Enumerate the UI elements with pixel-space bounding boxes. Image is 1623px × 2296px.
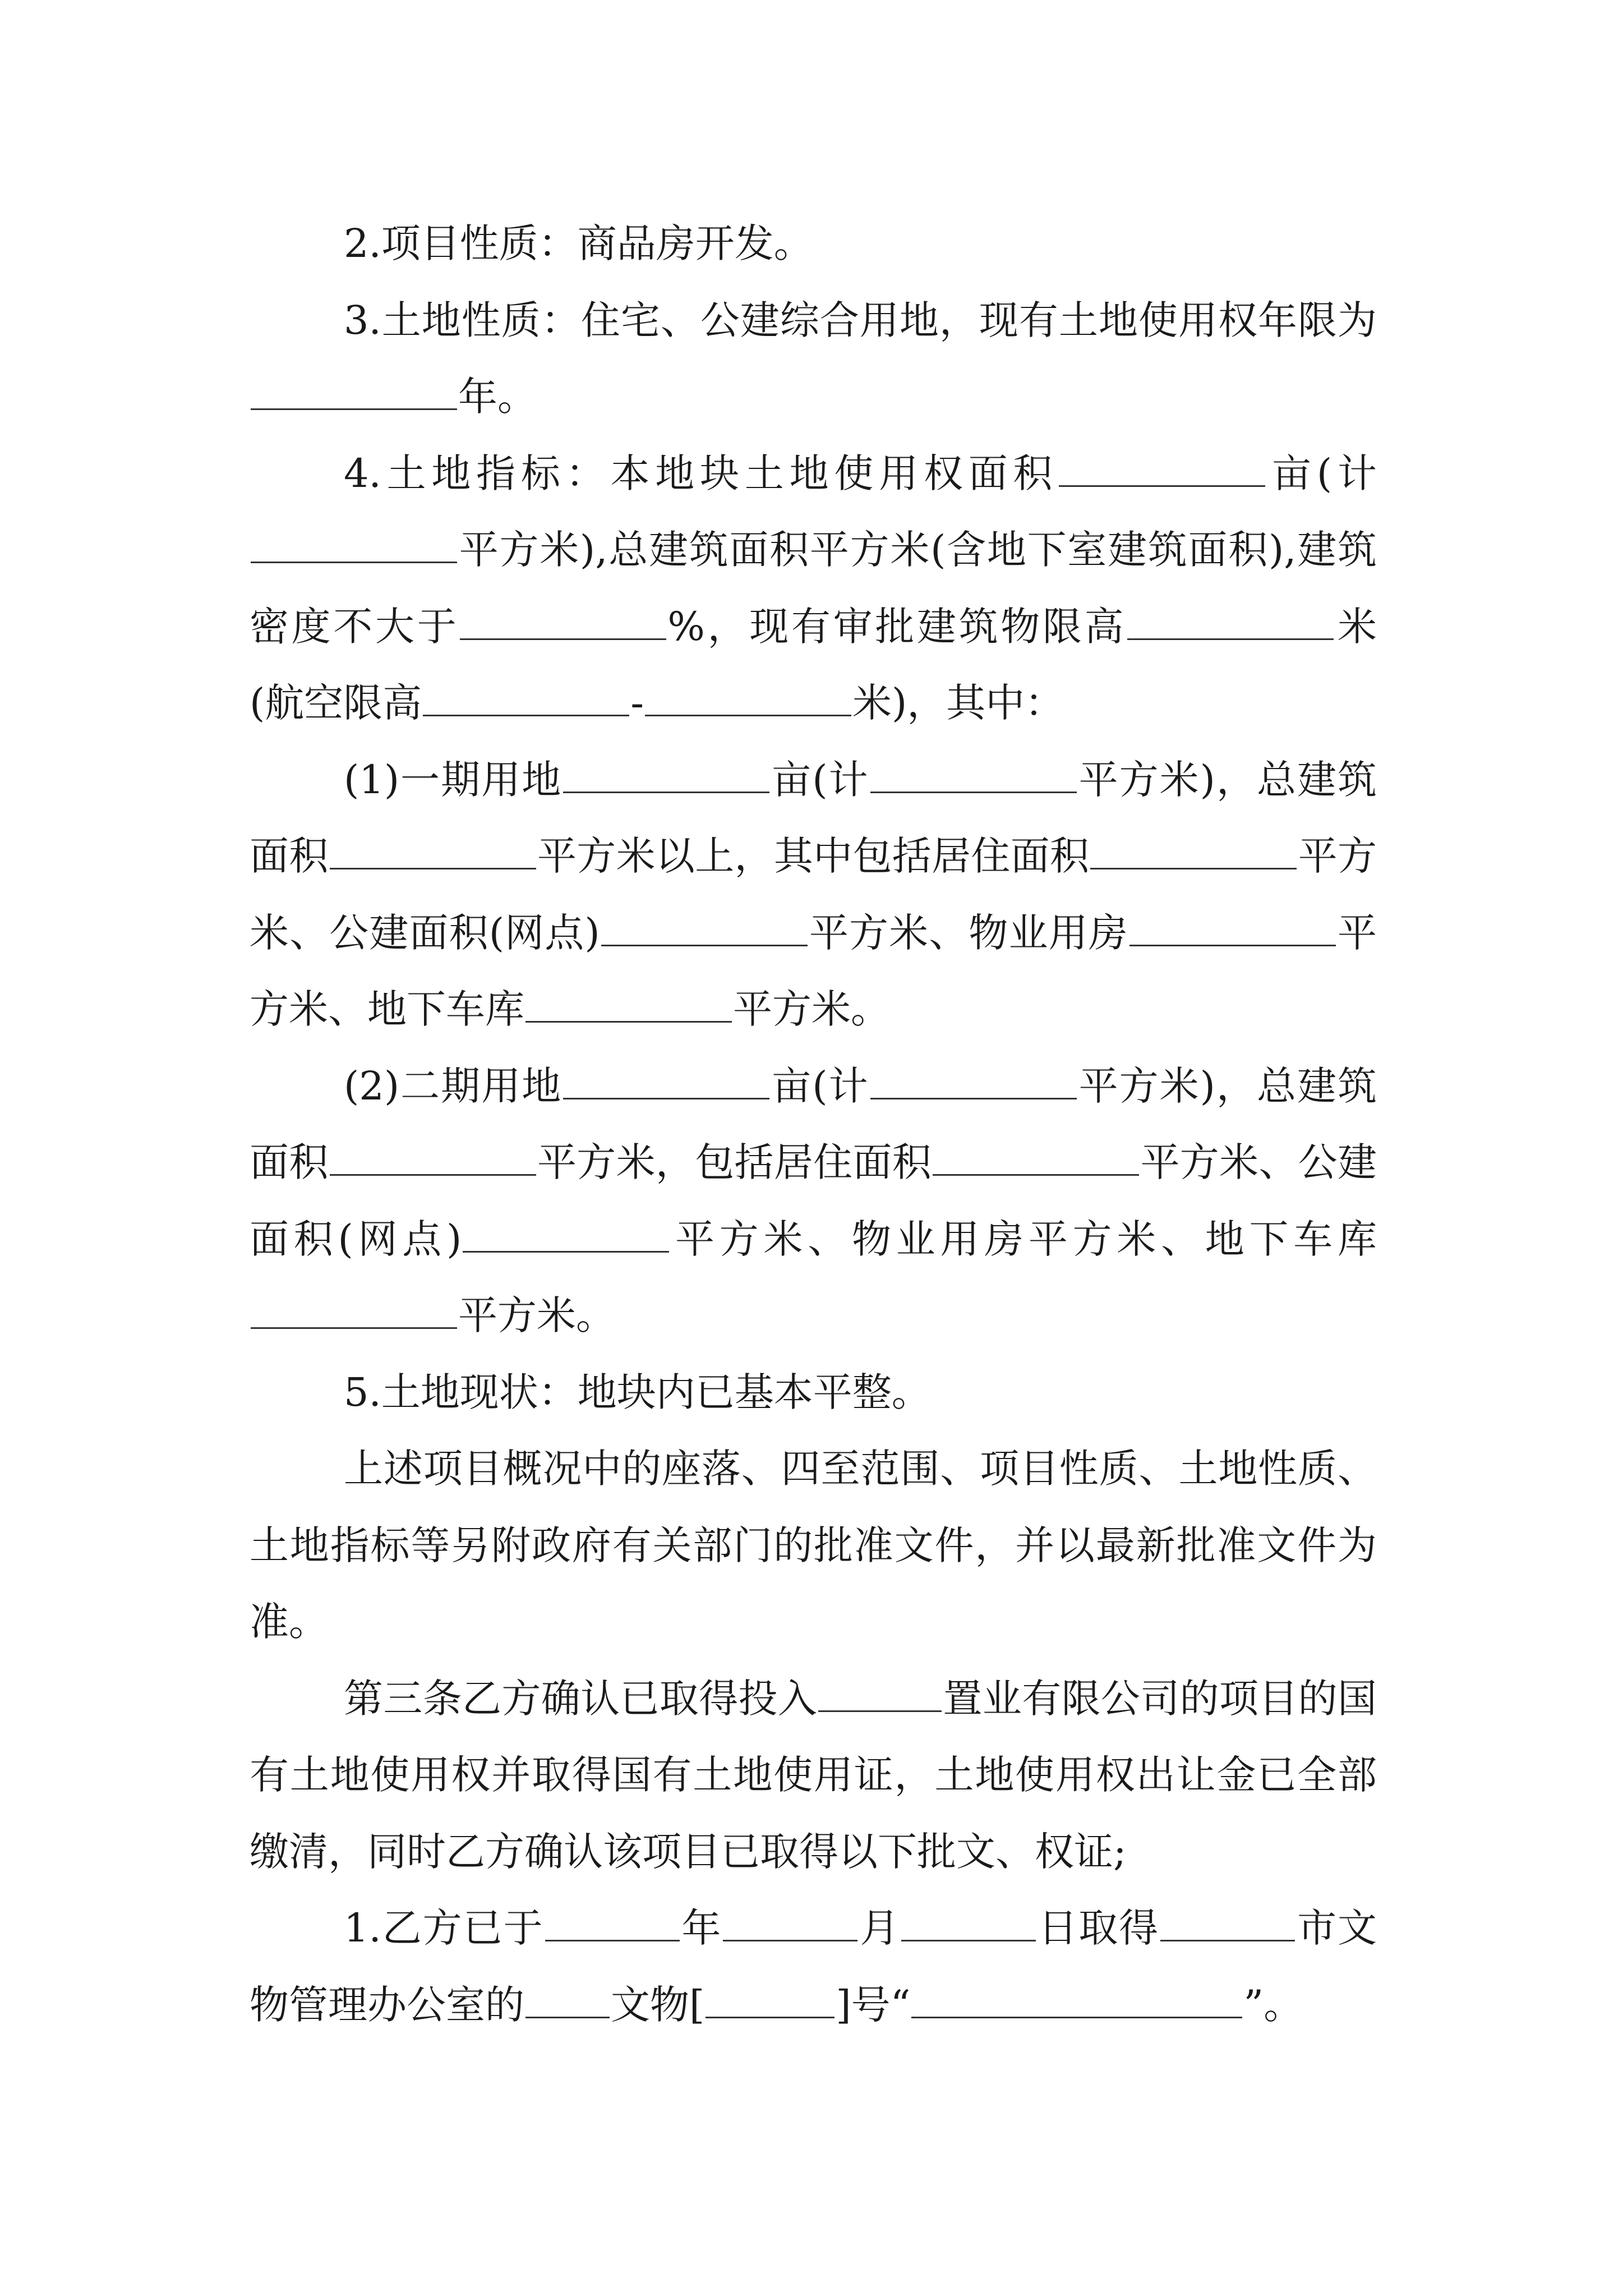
text: 第三条乙方确认已取得投入 bbox=[344, 1675, 818, 1722]
text: 2.项目性质：商品房开发。 bbox=[344, 220, 813, 266]
fill-blank bbox=[330, 831, 536, 869]
text: 4.土地指标：本地块土地使用权面积 bbox=[344, 450, 1058, 496]
text: 平方米),总建筑面积平方米(含地下室建筑面积),建筑密度不大于 bbox=[250, 527, 1377, 650]
paragraph-phase-two bbox=[250, 1048, 1377, 1354]
fill-blank bbox=[251, 371, 457, 410]
text: 置业有限公司的项目的国有土地使用权并取得国有土地使用证，土地使用权出让金已全部缴清，同时乙方确认该项目已取得以下批文、权证; bbox=[250, 1675, 1377, 1875]
fill-blank bbox=[601, 908, 808, 946]
fill-blank bbox=[525, 984, 732, 1023]
text: 平方米、物业用房 bbox=[808, 909, 1128, 956]
fill-blank bbox=[911, 1980, 1242, 2018]
text: 平方米、物业用房平方米、地下车库 bbox=[670, 1216, 1377, 1262]
text: 日取得 bbox=[1037, 1905, 1160, 1951]
fill-blank bbox=[901, 1903, 1036, 1941]
text: ”。 bbox=[1243, 1981, 1303, 2028]
text: 平方米、地下车库 bbox=[250, 909, 1377, 1032]
fill-blank bbox=[1129, 908, 1336, 946]
text: 亩(计 bbox=[1266, 450, 1377, 496]
paragraph-project-nature bbox=[250, 205, 1377, 282]
fill-blank bbox=[563, 754, 769, 793]
fill-blank bbox=[870, 754, 1077, 793]
text: (2)二期用地 bbox=[344, 1062, 562, 1109]
paragraph-approval-one bbox=[250, 1890, 1377, 2043]
fill-blank bbox=[818, 1673, 942, 1712]
fill-blank bbox=[1127, 601, 1334, 640]
text: 年 bbox=[680, 1905, 722, 1951]
fill-blank bbox=[423, 678, 629, 716]
text: 米(航空限高 bbox=[250, 603, 1377, 726]
text: 市文物管理办公室的 bbox=[250, 1905, 1377, 2028]
document-body bbox=[250, 205, 1377, 2043]
text: 平方米、公建面积(网点) bbox=[250, 833, 1377, 956]
text: ]号“ bbox=[836, 1981, 911, 2028]
fill-blank bbox=[706, 1980, 834, 2018]
fill-blank bbox=[460, 601, 666, 640]
fill-blank bbox=[645, 678, 851, 716]
text: 平方米以上，其中包括居住面积 bbox=[537, 833, 1090, 879]
fill-blank bbox=[330, 1137, 536, 1176]
fill-blank bbox=[545, 1903, 680, 1941]
paragraph-overview-note bbox=[250, 1430, 1377, 1660]
fill-blank bbox=[723, 1903, 857, 1941]
fill-blank bbox=[251, 1290, 457, 1329]
fill-blank bbox=[563, 1061, 769, 1099]
text: 1.乙方已于 bbox=[344, 1905, 544, 1951]
fill-blank bbox=[525, 1980, 610, 2018]
text: 平方米)，总建筑面积 bbox=[250, 756, 1377, 879]
fill-blank bbox=[870, 1061, 1077, 1099]
paragraph-land-nature bbox=[250, 282, 1377, 435]
fill-blank bbox=[933, 1137, 1139, 1176]
text: %，现有审批建筑物限高 bbox=[667, 603, 1127, 650]
paragraph-land-indicators bbox=[250, 435, 1377, 742]
paragraph-article-three bbox=[250, 1660, 1377, 1890]
paragraph-phase-one bbox=[250, 742, 1377, 1048]
text: 平方米。 bbox=[733, 986, 890, 1032]
fill-blank bbox=[1059, 448, 1265, 487]
text: - bbox=[630, 680, 644, 726]
text: 月 bbox=[859, 1905, 901, 1951]
text: 年。 bbox=[458, 374, 537, 420]
text: 亩(计 bbox=[771, 756, 869, 803]
text: 亩(计 bbox=[771, 1062, 869, 1109]
text: 上述项目概况中的座落、四至范围、项目性质、土地性质、土地指标等另附政府有关部门的批准文件，并以最新批准文件为准。 bbox=[250, 1446, 1377, 1645]
text: 平方米，包括居住面积 bbox=[537, 1139, 932, 1185]
fill-blank bbox=[251, 524, 457, 563]
text: 平方米、公建面积(网点) bbox=[250, 1139, 1377, 1262]
text: 文物[ bbox=[611, 1981, 705, 2028]
text: 米)，其中： bbox=[852, 680, 1064, 726]
text: (1)一期用地 bbox=[344, 756, 562, 803]
fill-blank bbox=[1090, 831, 1297, 869]
text: 平方米)，总建筑面积 bbox=[250, 1062, 1377, 1185]
text: 3.土地性质：住宅、公建综合用地，现有土地使用权年限为 bbox=[344, 297, 1377, 343]
fill-blank bbox=[463, 1214, 669, 1253]
fill-blank bbox=[1160, 1903, 1295, 1941]
paragraph-land-status bbox=[250, 1354, 1377, 1431]
text: 5.土地现状：地块内已基本平整。 bbox=[344, 1369, 931, 1415]
text: 平方米。 bbox=[458, 1292, 615, 1338]
